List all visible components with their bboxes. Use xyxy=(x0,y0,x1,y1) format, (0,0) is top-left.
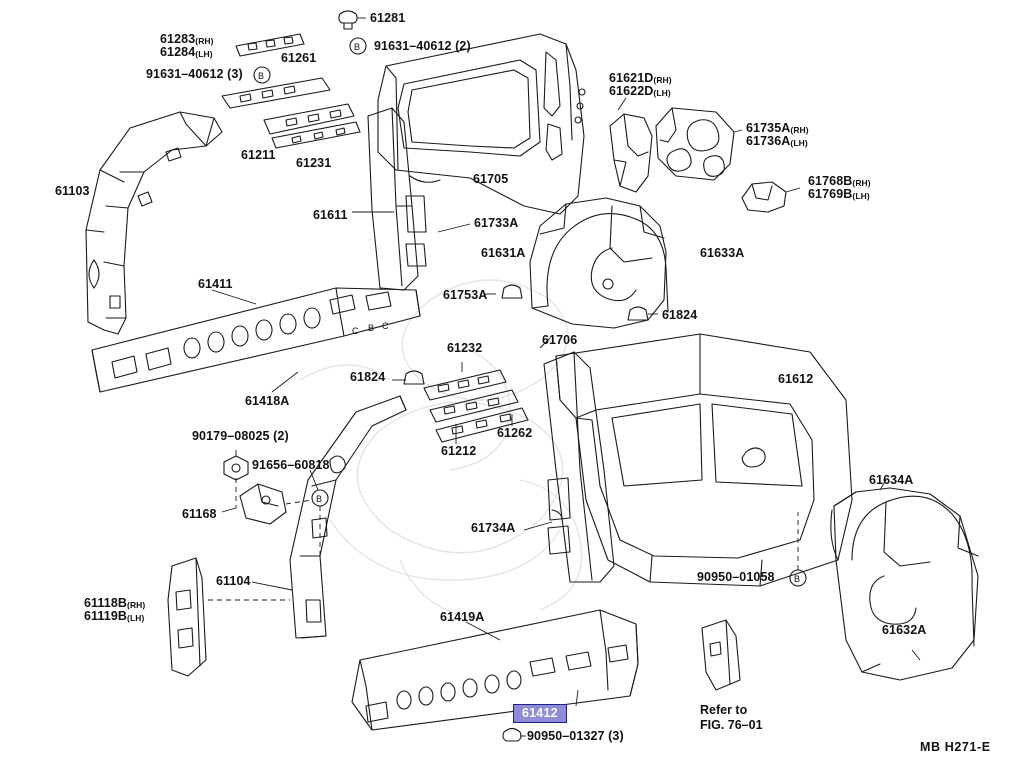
part-90179-nut xyxy=(224,450,248,508)
label-61104 xyxy=(216,575,251,588)
label-text: 61211 xyxy=(241,148,276,162)
figure-code: MB H271-E xyxy=(920,740,991,754)
label-61824-left xyxy=(350,371,385,384)
label-61824-right xyxy=(662,309,697,322)
label-61418A xyxy=(245,395,289,408)
label-61734A xyxy=(471,522,515,535)
label-90950-01327 xyxy=(527,730,624,743)
label-text: 61281 xyxy=(370,11,406,25)
part-61631A-wheel-house xyxy=(530,198,668,328)
svg-text:C: C xyxy=(352,326,359,336)
label-text: 61411 xyxy=(198,277,233,291)
part-61824-clip-left xyxy=(392,371,424,384)
label-61769B xyxy=(808,188,870,202)
label-text: 90950–01327 (3) xyxy=(527,729,624,743)
part-61103-front-pillar xyxy=(86,112,222,334)
label-text: 61261 xyxy=(281,51,317,65)
part-61261-strip xyxy=(222,78,330,108)
label-61705 xyxy=(473,173,508,186)
label-text: 61753A xyxy=(443,288,488,302)
label-text: 61621D xyxy=(609,71,654,85)
label-text: 61104 xyxy=(216,574,251,588)
svg-text:B: B xyxy=(258,71,265,81)
label-text: 61262 xyxy=(497,426,533,440)
label-text: 61706 xyxy=(542,333,578,347)
part-61168-bracket xyxy=(222,484,286,524)
label-61262 xyxy=(497,427,532,440)
label-text: 61103 xyxy=(55,184,90,198)
label-61212 xyxy=(441,445,476,458)
svg-text:C: C xyxy=(382,321,389,331)
refer-note-line1: Refer to xyxy=(700,703,748,717)
part-61634A-wheel-house xyxy=(834,480,978,680)
label-61611 xyxy=(313,209,348,222)
svg-text:B: B xyxy=(368,323,375,333)
label-text: 61705 xyxy=(473,172,509,186)
label-61706 xyxy=(542,334,577,347)
label-suffix: (LH) xyxy=(852,191,870,201)
label-text: 61824 xyxy=(350,370,386,384)
refer-note xyxy=(700,703,763,733)
label-text: 61119B xyxy=(84,609,128,623)
label-text: 61736A xyxy=(746,134,791,148)
label-text: 90179–08025 (2) xyxy=(192,429,289,443)
label-61736A xyxy=(746,135,808,149)
label-91631-40612-3 xyxy=(146,68,243,81)
label-text: 61633A xyxy=(700,246,745,260)
label-text: 61232 xyxy=(447,341,483,355)
label-61622D xyxy=(609,85,671,99)
label-61168 xyxy=(182,508,217,521)
label-text: 61734A xyxy=(471,521,516,535)
part-61611-center-pillar-inner xyxy=(352,108,426,290)
label-text: 61733A xyxy=(474,216,519,230)
label-suffix: (LH) xyxy=(195,49,213,59)
label-61211 xyxy=(241,149,276,162)
label-61411 xyxy=(198,278,233,291)
refer-note-line2: FIG. 76–01 xyxy=(700,718,763,732)
label-text: 61419A xyxy=(440,610,485,624)
part-61768B-bracket xyxy=(742,182,800,212)
bolt-symbol-91631-2 xyxy=(350,38,366,54)
label-90950-01058 xyxy=(697,571,775,584)
label-suffix: (RH) xyxy=(127,600,146,610)
label-text: 91656–60818 xyxy=(252,458,330,472)
label-61231 xyxy=(296,157,331,170)
label-61633A xyxy=(700,247,744,260)
part-61735A-panel xyxy=(656,108,742,180)
label-text: 91631–40612 (2) xyxy=(374,39,471,53)
label-text: 61634A xyxy=(869,473,914,487)
part-refer-panel xyxy=(702,620,740,690)
label-61119B xyxy=(84,610,144,624)
label-text: 61418A xyxy=(245,394,290,408)
part-61753A-clip xyxy=(484,285,522,298)
label-61232 xyxy=(447,342,482,355)
label-61631A xyxy=(481,247,525,260)
label-61284 xyxy=(160,46,213,60)
label-text: 61824 xyxy=(662,308,698,322)
label-suffix: (RH) xyxy=(195,36,214,46)
part-61281-clip xyxy=(339,11,366,29)
label-text: 61284 xyxy=(160,45,196,59)
label-61753A xyxy=(443,289,487,302)
label-text: 91631–40612 (3) xyxy=(146,67,243,81)
part-61231-strip xyxy=(264,104,360,148)
label-text: 61622D xyxy=(609,84,654,98)
label-61281 xyxy=(370,12,405,25)
label-91631-40612-2 xyxy=(374,40,471,53)
bolt-symbol-91631-3 xyxy=(254,67,270,83)
label-61733A xyxy=(474,217,518,230)
label-suffix: (LH) xyxy=(653,88,671,98)
part-61705-quarter-panel xyxy=(378,34,585,214)
label-suffix: (RH) xyxy=(790,125,809,135)
label-61634A xyxy=(869,474,913,487)
label-text: 61283 xyxy=(160,32,196,46)
highlighted-part-number[interactable]: 61412 xyxy=(513,704,567,723)
label-text: 61769B xyxy=(808,187,853,201)
label-suffix: (RH) xyxy=(852,178,871,188)
label-suffix: (LH) xyxy=(790,138,808,148)
part-61706-center-pillar xyxy=(524,338,614,582)
label-61419A xyxy=(440,611,484,624)
label-suffix: (LH) xyxy=(127,613,145,623)
label-text: 61632A xyxy=(882,623,927,637)
label-text: 61612 xyxy=(778,372,814,386)
svg-text:B: B xyxy=(794,574,801,584)
part-90950-01327-clip xyxy=(503,729,526,742)
label-text: 61118B xyxy=(84,596,128,610)
label-61261 xyxy=(281,52,316,65)
part-61419A-rocker xyxy=(352,610,638,730)
label-text: 61231 xyxy=(296,156,332,170)
label-91656-60818 xyxy=(252,459,330,472)
label-text: 61631A xyxy=(481,246,526,260)
label-text: 61735A xyxy=(746,121,791,135)
leader-61733A xyxy=(438,224,470,232)
label-61632A xyxy=(882,624,926,637)
svg-text:B: B xyxy=(354,42,361,52)
label-90179-08025 xyxy=(192,430,289,443)
label-text: 61168 xyxy=(182,507,217,521)
label-suffix: (RH) xyxy=(653,75,672,85)
label-text: 61212 xyxy=(441,444,477,458)
label-text: 61611 xyxy=(313,208,348,222)
label-61612 xyxy=(778,373,813,386)
label-text: 90950–01058 xyxy=(697,570,775,584)
svg-text:B: B xyxy=(316,494,323,504)
label-61103 xyxy=(55,185,90,198)
part-61621D-bracket xyxy=(610,98,652,192)
label-text: 61768B xyxy=(808,174,853,188)
